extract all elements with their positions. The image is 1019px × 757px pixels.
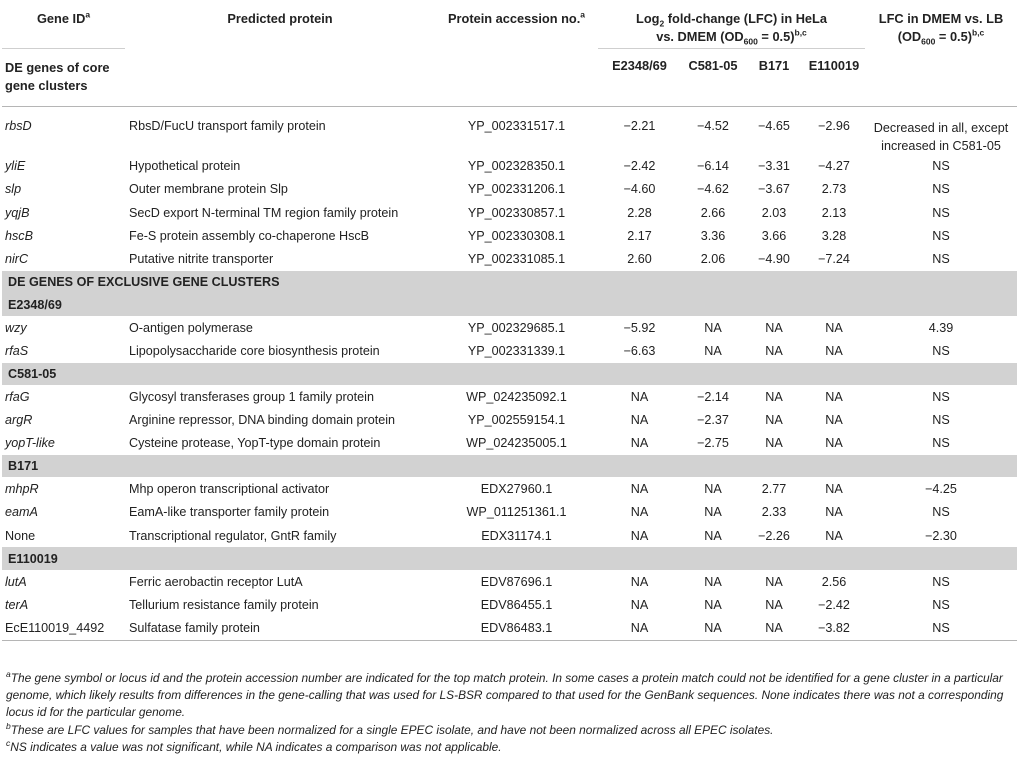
lfc-value-cell: NA (765, 413, 783, 428)
lfc-value-cell: −6.63 (623, 343, 656, 358)
lfc-value-cell: 3.66 (761, 229, 787, 244)
gene-id-cell: eamA (5, 505, 38, 520)
group-heading-label: E110019 (2, 547, 1017, 570)
table-row (2, 106, 1017, 155)
gene-id-cell: terA (5, 597, 29, 612)
dmem-lfc-cell: 4.39 (928, 320, 954, 335)
lfc-value-cell: 2.06 (700, 252, 726, 267)
accession-cell: YP_002331517.1 (435, 106, 598, 155)
header-lfc-dmem: LFC in DMEM vs. LB $(OD_{600} = 0.5)^{b,c}$ (878, 11, 1004, 47)
accession-cell: WP_024235005.1 (466, 436, 567, 451)
lfc-value-cell: −6.14 (697, 159, 729, 174)
lfc-value-cell: NA (765, 389, 783, 404)
gene-id-cell: None (5, 528, 36, 543)
lfc-value-cell: NA (598, 616, 681, 640)
group-heading-label: B171 (2, 455, 1017, 478)
group-heading-label: E2348/69 (2, 293, 1017, 316)
lfc-value-cell: 2.73 (821, 182, 847, 197)
protein-cell: Transcriptional regulator, GntR family (129, 528, 337, 543)
protein-cell: RbsD/FucU transport family protein (125, 106, 435, 155)
table-row (2, 385, 1017, 408)
dmem-lfc-cell: NS (932, 505, 950, 520)
lfc-value-cell: −4.62 (697, 182, 729, 197)
lfc-value-cell: 2.28 (627, 205, 652, 220)
lfc-value-cell: −2.37 (697, 413, 729, 428)
protein-cell: Putative nitrite transporter (129, 252, 274, 267)
accession-cell: WP_024235092.1 (466, 389, 567, 404)
lfc-value-cell: NA (630, 528, 649, 543)
protein-cell: Glycosyl transferases group 1 family protein (129, 389, 374, 404)
footnote-c: $^c$NS indicates a value was not significant, while NA indicates a comparison was not applicable. (6, 738, 502, 754)
lfc-value-cell: NA (681, 616, 745, 640)
dmem-lfc-cell: NS (932, 252, 950, 267)
table-row (2, 178, 1017, 201)
section-heading (2, 271, 1017, 294)
accession-cell: WP_011251361.1 (466, 505, 567, 520)
protein-cell: Ferric aerobactin receptor LutA (129, 574, 303, 589)
lfc-value-cell: 3.28 (821, 229, 847, 244)
table-row (2, 616, 1017, 640)
gene-id-cell: nirC (5, 252, 29, 267)
gene-id-cell: EcE110019_4492 (2, 616, 125, 640)
header-core-label: DE genes of core gene clusters (2, 48, 125, 106)
lfc-value-cell: −2.75 (697, 436, 729, 451)
lfc-value-cell: −4.65 (745, 106, 803, 155)
dmem-lfc-cell: NS (932, 182, 950, 197)
header-strain-c58105: C581-05 (688, 57, 738, 73)
protein-cell: Fe-S protein assembly co-chaperone HscB (129, 229, 370, 244)
lfc-value-cell: NA (825, 482, 843, 497)
gene-id-cell: lutA (5, 574, 27, 589)
accession-cell: EDV86455.1 (480, 597, 553, 612)
lfc-value-cell: NA (630, 436, 649, 451)
gene-id-cell: rfaS (5, 343, 29, 358)
accession-cell: EDX31174.1 (481, 528, 552, 543)
header-accession: Protein accession no.$^a$ (447, 9, 585, 26)
dmem-note-line1: Decreased in all, except (873, 120, 1009, 135)
accession-cell: YP_002331085.1 (467, 252, 566, 267)
gene-id-cell: rbsD (2, 106, 125, 155)
protein-cell: Sulfatase family protein (125, 616, 435, 640)
lfc-value-cell: NA (704, 574, 722, 589)
gene-id-cell: yqjB (5, 205, 30, 220)
lfc-value-cell: NA (765, 320, 783, 335)
lfc-value-cell: NA (704, 505, 722, 520)
footnote-a: $^a$The gene symbol or locus id and the protein accession number are indicated for the top match protein. In some cases a protein match could not be identified for a gene cluster in a particular genome, which likely results from differences in the gene-calling that was used for LS-BSR compared to that used for the GenBank sequences. None indicates there was not a corresponding locus id for the particular genome. (6, 669, 1004, 719)
lfc-value-cell: NA (825, 436, 843, 451)
protein-cell: Tellurium resistance family protein (129, 597, 319, 612)
gene-id-cell: yopT-like (5, 436, 55, 451)
header-lfc-hela: Log$_2$ fold-change (LFC) in HeLa vs. DMEM $(OD_{600} = 0.5)^{b,c}$ (598, 0, 865, 48)
lfc-value-cell: NA (825, 413, 843, 428)
protein-cell: SecD export N-terminal TM region family protein (129, 205, 399, 220)
lfc-value-cell: 2.03 (761, 205, 787, 220)
lfc-value-cell: −3.67 (758, 182, 790, 197)
accession-cell: YP_002331206.1 (467, 182, 566, 197)
accession-cell: YP_002330857.1 (467, 205, 566, 220)
dmem-lfc-cell: −4.25 (925, 482, 957, 497)
gene-id-cell: rfaG (5, 389, 30, 404)
gene-table (2, 0, 1017, 641)
lfc-value-cell: −2.96 (803, 106, 865, 155)
dmem-lfc-cell (865, 106, 1017, 155)
lfc-value-cell: NA (704, 482, 722, 497)
accession-cell: YP_002331339.1 (467, 343, 566, 358)
header-gene-id: Gene $ID^a$ (36, 9, 91, 26)
table-row (2, 524, 1017, 547)
lfc-value-cell: −2.14 (697, 389, 729, 404)
accession-cell: EDV87696.1 (480, 574, 553, 589)
lfc-value-cell: 2.56 (821, 574, 847, 589)
lfc-value-cell: 2.77 (761, 482, 787, 497)
table-row (2, 593, 1017, 616)
lfc-value-cell: NA (630, 505, 649, 520)
lfc-value-cell: 2.66 (700, 205, 726, 220)
table-row (2, 501, 1017, 524)
lfc-value-cell: NA (630, 482, 649, 497)
lfc-value-cell: NA (765, 343, 783, 358)
group-heading-label: C581-05 (2, 363, 1017, 386)
lfc-value-cell: NA (704, 597, 722, 612)
table-row (2, 570, 1017, 593)
dmem-lfc-cell: NS (865, 616, 1017, 640)
lfc-value-cell: −4.27 (818, 159, 850, 174)
table-row (2, 201, 1017, 224)
header-predicted-protein: Predicted protein (227, 11, 333, 26)
group-heading (2, 293, 1017, 316)
lfc-value-cell: 2.33 (761, 505, 787, 520)
gene-id-cell: yliE (5, 159, 26, 174)
accession-cell: YP_002559154.1 (467, 413, 566, 428)
table-row (2, 408, 1017, 431)
dmem-lfc-cell: NS (932, 343, 950, 358)
accession-cell: YP_002328350.1 (467, 159, 566, 174)
lfc-value-cell: NA (704, 343, 722, 358)
table-row (2, 432, 1017, 455)
lfc-value-cell: −3.82 (803, 616, 865, 640)
lfc-value-cell: NA (630, 389, 649, 404)
header-strain-e2348: E2348/69 (612, 57, 667, 73)
protein-cell: O-antigen polymerase (129, 320, 253, 335)
table-row (2, 224, 1017, 247)
lfc-value-cell: 3.36 (700, 229, 726, 244)
lfc-value-cell: NA (765, 574, 783, 589)
dmem-lfc-cell: −2.30 (925, 528, 957, 543)
dmem-lfc-cell: NS (932, 205, 950, 220)
lfc-value-cell: −7.24 (818, 252, 850, 267)
protein-cell: Cysteine protease, YopT-type domain protein (129, 436, 381, 451)
lfc-value-cell: NA (825, 343, 843, 358)
lfc-value-cell: NA (765, 597, 783, 612)
accession-cell: YP_002330308.1 (467, 229, 566, 244)
header-strain-e110019: E110019 (808, 57, 860, 73)
group-heading (2, 547, 1017, 570)
gene-id-cell: wzy (5, 320, 27, 335)
protein-cell: Arginine repressor, DNA binding domain protein (129, 413, 396, 428)
lfc-value-cell: −4.52 (681, 106, 745, 155)
accession-cell: EDX27960.1 (480, 482, 553, 497)
section-heading-label: DE GENES OF EXCLUSIVE GENE CLUSTERS (2, 271, 1017, 294)
dmem-lfc-cell: NS (932, 389, 950, 404)
lfc-value-cell: −4.90 (758, 252, 790, 267)
gene-id-cell: slp (5, 182, 22, 197)
header-strain-b171: B171 (758, 57, 790, 73)
gene-id-cell: mhpR (5, 482, 39, 497)
lfc-value-cell: NA (630, 413, 649, 428)
group-heading (2, 455, 1017, 478)
footnote-b: $^b$These are LFC values for samples that have been normalized for a single EPEC isolate, and have not been normalized across all EPEC isolates. (6, 721, 774, 737)
lfc-value-cell: −2.42 (623, 159, 656, 174)
table-row (2, 339, 1017, 362)
lfc-value-cell: NA (825, 528, 843, 543)
dmem-lfc-cell: NS (932, 574, 950, 589)
lfc-value-cell: NA (765, 436, 783, 451)
lfc-value-cell: NA (630, 574, 649, 589)
table-row (2, 248, 1017, 271)
accession-cell: EDV86483.1 (435, 616, 598, 640)
lfc-value-cell: −2.42 (818, 597, 850, 612)
protein-cell: Outer membrane protein Slp (129, 182, 288, 197)
lfc-value-cell: 2.60 (627, 252, 652, 267)
lfc-value-cell: NA (704, 320, 722, 335)
lfc-value-cell: NA (825, 505, 843, 520)
gene-id-cell: argR (5, 413, 33, 428)
table-row (2, 155, 1017, 178)
lfc-value-cell: −4.60 (623, 182, 656, 197)
dmem-lfc-cell: NS (932, 229, 950, 244)
dmem-lfc-cell: NS (932, 413, 950, 428)
lfc-value-cell: −2.26 (758, 528, 790, 543)
lfc-value-cell: −5.92 (623, 320, 656, 335)
lfc-value-cell: NA (745, 616, 803, 640)
group-heading (2, 363, 1017, 386)
lfc-value-cell: NA (825, 320, 843, 335)
lfc-value-cell: NA (630, 597, 649, 612)
protein-cell: Hypothetical protein (129, 159, 241, 174)
protein-cell: Lipopolysaccharide core biosynthesis protein (129, 343, 380, 358)
table-row (2, 477, 1017, 500)
lfc-value-cell: NA (704, 528, 722, 543)
protein-cell: Mhp operon transcriptional activator (129, 482, 330, 497)
lfc-value-cell: −2.21 (598, 106, 681, 155)
dmem-lfc-cell: NS (932, 597, 950, 612)
table-row (2, 316, 1017, 339)
lfc-value-cell: −3.31 (758, 159, 790, 174)
protein-cell: EamA-like transporter family protein (129, 505, 330, 520)
lfc-value-cell: 2.17 (627, 229, 652, 244)
dmem-lfc-cell: NS (932, 159, 950, 174)
lfc-value-cell: NA (825, 389, 843, 404)
lfc-value-cell: 2.13 (821, 205, 847, 220)
dmem-note-line2: increased in C581-05 (881, 138, 1001, 153)
dmem-lfc-cell: NS (932, 436, 950, 451)
accession-cell: YP_002329685.1 (467, 320, 566, 335)
gene-id-cell: hscB (5, 229, 33, 244)
